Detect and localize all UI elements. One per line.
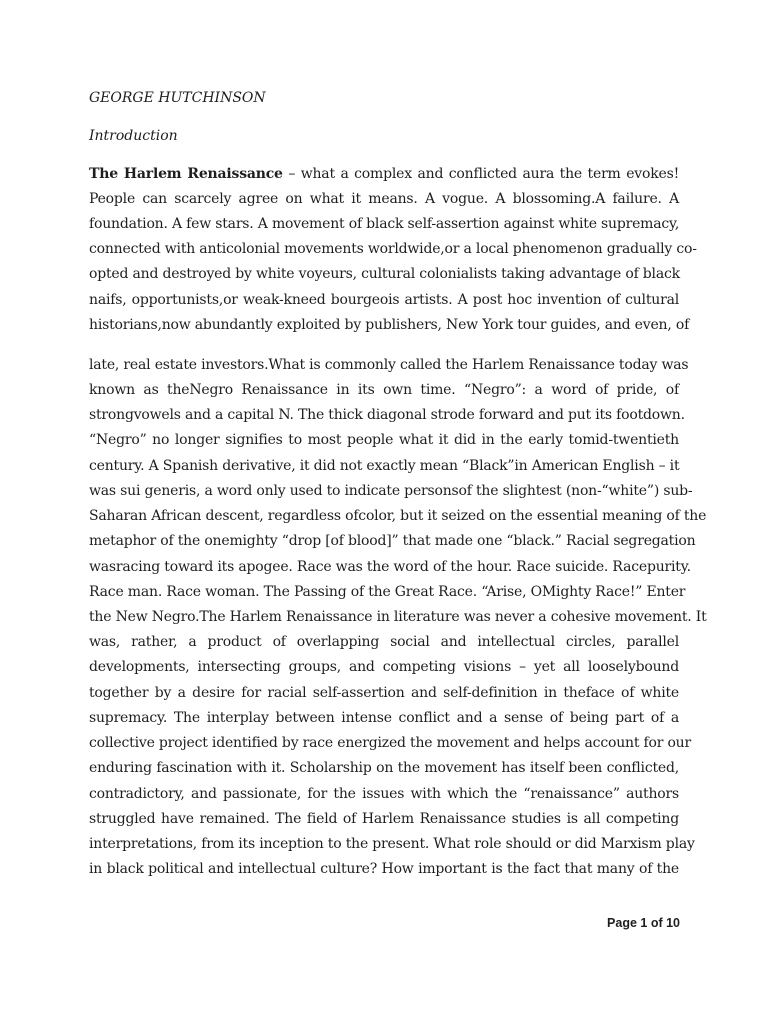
text-line: contradictory, and passionate, for the issues with which the “renaissance” authors bbox=[89, 786, 679, 802]
text-line: strongvowels and a capital N. The thick diagonal strode forward and put its footdown. bbox=[89, 407, 685, 423]
page-number: Page 1 of 10 bbox=[607, 916, 680, 930]
text-line: was, rather, a product of overlapping social and intellectual circles, parallel bbox=[89, 634, 679, 650]
text-line: “Negro” no longer signifies to most people what it did in the early tomid-twentieth bbox=[89, 432, 679, 448]
text-line bbox=[89, 164, 679, 184]
text-line: was sui generis, a word only used to indicate personsof the slightest (non-“white”) sub- bbox=[89, 483, 693, 499]
text-line: collective project identified by race energized the movement and helps account for our bbox=[89, 735, 691, 751]
text-line: supremacy. The interplay between intense conflict and a sense of being part of a bbox=[89, 710, 679, 726]
text-line: late, real estate investors.What is commonly called the Harlem Renaissance today was bbox=[89, 357, 689, 373]
text-line: connected with anticolonial movements worldwide,or a local phenomenon gradually co- bbox=[89, 241, 697, 257]
text-line: historians,now abundantly exploited by publishers, New York tour guides, and even, of bbox=[89, 317, 690, 333]
author-name: GEORGE HUTCHINSON bbox=[89, 90, 266, 106]
lead-term: The Harlem Renaissance bbox=[89, 166, 283, 182]
text-line: Race man. Race woman. The Passing of the Great Race. “Arise, OMighty Race!” Enter bbox=[89, 584, 686, 600]
text-line: enduring fascination with it. Scholarship on the movement has itself been conflicted, bbox=[89, 760, 679, 776]
text-line: struggled have remained. The field of Harlem Renaissance studies is all competing bbox=[89, 811, 679, 827]
text-line: Saharan African descent, regardless ofcolor, but it seized on the essential meaning of the bbox=[89, 508, 707, 524]
text-line: naifs, opportunists,or weak-kneed bourgeois artists. A post hoc invention of cultural bbox=[89, 292, 679, 308]
text-line: the New Negro.The Harlem Renaissance in literature was never a cohesive movement. It bbox=[89, 609, 707, 625]
text-line: known as theNegro Renaissance in its own time. “Negro”: a word of pride, of bbox=[89, 382, 679, 398]
text-line: developments, intersecting groups, and competing visions – yet all looselybound bbox=[89, 659, 679, 675]
text-line: wasracing toward its apogee. Race was the word of the hour. Race suicide. Racepurity. bbox=[89, 559, 691, 575]
text-line: together by a desire for racial self-assertion and self-definition in theface of white bbox=[89, 685, 679, 701]
text-line: in black political and intellectual culture? How important is the fact that many of the bbox=[89, 861, 679, 877]
text-line: foundation. A few stars. A movement of black self-assertion against white supremacy, bbox=[89, 216, 680, 232]
text-line: century. A Spanish derivative, it did not exactly mean “Black”in American English – it bbox=[89, 458, 680, 474]
text-line: opted and destroyed by white voyeurs, cultural colonialists taking advantage of black bbox=[89, 266, 680, 282]
text-line: interpretations, from its inception to the present. What role should or did Marxism play bbox=[89, 836, 695, 852]
text-line: People can scarcely agree on what it means. A vogue. A blossoming.A failure. A bbox=[89, 191, 679, 207]
text-line-rest: – what a complex and conflicted aura the term evokes! bbox=[282, 166, 680, 182]
section-heading: Introduction bbox=[89, 128, 178, 144]
text-line: metaphor of the onemighty “drop [of blood]” that made one “black.” Racial segregation bbox=[89, 533, 696, 549]
